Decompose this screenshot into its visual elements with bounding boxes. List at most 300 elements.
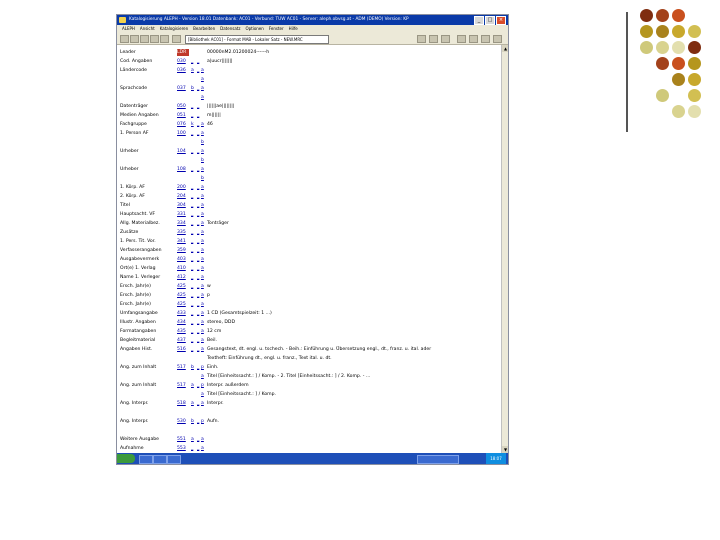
indicator-2[interactable]: _ xyxy=(197,203,200,208)
field-value[interactable]: Interpr. außerdem xyxy=(207,383,249,388)
indicator-1[interactable]: _ xyxy=(191,320,194,325)
field-value[interactable]: stereo, DDD xyxy=(207,320,235,325)
field-value[interactable]: Textheft: Einführung dt., engl. u. franz., Text ital. u. dt. xyxy=(207,356,332,361)
field-label: Illustr. Angaben xyxy=(120,320,156,325)
indicator-2[interactable]: _ xyxy=(197,437,200,442)
forward-icon[interactable] xyxy=(160,35,169,43)
subfield-code[interactable]: b xyxy=(201,158,204,163)
decorative-dot xyxy=(688,89,701,102)
record-row xyxy=(117,130,501,137)
field-label: Ang. Interpr. xyxy=(120,401,149,406)
field-tag[interactable]: 410 xyxy=(177,266,186,271)
field-label: Begleitmaterial xyxy=(120,338,156,343)
field-label: Ersch. Jahr(e) xyxy=(120,293,151,298)
record-row xyxy=(117,85,501,92)
indicator-1[interactable]: a xyxy=(191,68,194,73)
aleph-cataloguing-window xyxy=(116,14,509,465)
record-row xyxy=(117,436,501,443)
tool-icon[interactable] xyxy=(417,35,426,43)
subfield-code[interactable]: p xyxy=(201,365,204,370)
record-row xyxy=(117,355,501,362)
indicator-1[interactable]: _ xyxy=(191,104,194,109)
field-label: Aufnahme xyxy=(120,446,144,451)
subfield-code[interactable]: a xyxy=(201,446,204,451)
indicator-1[interactable]: _ xyxy=(191,167,194,172)
subfield-code[interactable]: b xyxy=(201,140,204,145)
record-row xyxy=(117,184,501,191)
subfield-code[interactable]: a xyxy=(201,320,204,325)
indicator-1[interactable]: _ xyxy=(191,302,194,307)
record-row xyxy=(117,409,501,416)
taskbar-item[interactable] xyxy=(167,455,181,464)
indicator-1[interactable]: _ xyxy=(191,338,194,343)
subfield-code[interactable]: a xyxy=(201,248,204,253)
field-value[interactable]: 1 CD (Gesamtspielzeit: 1 ...) xyxy=(207,311,272,316)
back-icon[interactable] xyxy=(150,35,159,43)
field-tag[interactable]: 200 xyxy=(177,185,186,190)
field-label: Ort(e) 1. Verlag xyxy=(120,266,156,271)
field-tag[interactable]: 036 xyxy=(177,68,186,73)
subfield-code[interactable]: a xyxy=(201,221,204,226)
window-titlebar xyxy=(117,15,508,25)
indicator-1[interactable]: _ xyxy=(191,239,194,244)
indicator-2[interactable]: _ xyxy=(197,104,200,109)
field-tag[interactable]: 204 xyxy=(177,194,186,199)
taskbar-item[interactable] xyxy=(153,455,167,464)
subfield-code[interactable]: a xyxy=(201,77,204,82)
field-tag[interactable]: 076 xyxy=(177,122,186,127)
field-value[interactable]: Tonträger xyxy=(207,221,229,226)
field-label: Ang. zum Inhalt xyxy=(120,383,157,388)
record-row xyxy=(117,220,501,227)
scroll-down-icon[interactable]: ▼ xyxy=(503,447,508,452)
field-label: 1. Pers. Tit. Vor. xyxy=(120,239,156,244)
record-row xyxy=(117,400,501,407)
subfield-code[interactable]: a xyxy=(201,203,204,208)
record-row xyxy=(117,283,501,290)
record-row xyxy=(117,148,501,155)
indicator-2[interactable]: _ xyxy=(197,59,200,64)
field-label: Fachgruppe xyxy=(120,122,147,127)
subfield-code[interactable]: a xyxy=(201,230,204,235)
subfield-code[interactable]: a xyxy=(201,257,204,262)
indicator-1[interactable]: _ xyxy=(191,329,194,334)
field-value[interactable]: Titel [Einheitssacht.: ] / Komp. xyxy=(207,392,277,397)
field-label: Ang. Interpr. xyxy=(120,419,149,424)
record-row xyxy=(117,58,501,65)
decorative-dot xyxy=(640,9,653,22)
taskbar-item[interactable] xyxy=(417,455,459,464)
field-label: Allg. Materialbez. xyxy=(120,221,160,226)
tool-icon[interactable] xyxy=(441,35,450,43)
field-label: Name 1. Verleger xyxy=(120,275,161,280)
maximize-button[interactable]: □ xyxy=(485,16,495,25)
tool-icon[interactable] xyxy=(481,35,490,43)
field-tag[interactable]: 030 xyxy=(177,59,186,64)
field-value[interactable]: ||||||ae|||||||| xyxy=(207,104,235,109)
indicator-1[interactable]: _ xyxy=(191,203,194,208)
record-row xyxy=(117,382,501,389)
document-tab[interactable]: [Bibliothek AC01] - Format MAB - Lokaler Satz - NEW.MRC xyxy=(185,35,329,44)
indicator-2[interactable]: _ xyxy=(197,365,200,370)
field-tag[interactable]: 517 xyxy=(177,383,186,388)
subfield-code[interactable]: a xyxy=(201,212,204,217)
decorative-dot xyxy=(640,41,653,54)
indicator-2[interactable]: _ xyxy=(197,284,200,289)
record-row xyxy=(117,49,501,56)
indicator-2[interactable]: _ xyxy=(197,212,200,217)
record-row xyxy=(117,67,501,74)
menu-bar xyxy=(117,25,508,33)
indicator-2[interactable]: _ xyxy=(197,131,200,136)
subfield-code[interactable]: a xyxy=(201,329,204,334)
field-tag[interactable]: 359 xyxy=(177,248,186,253)
menu-item[interactable]: Ansicht xyxy=(139,26,155,31)
record-row xyxy=(117,346,501,353)
field-label: Angaben Hist. xyxy=(120,347,153,352)
indicator-2[interactable]: _ xyxy=(197,122,200,127)
subfield-code[interactable]: a xyxy=(201,374,204,379)
subfield-code[interactable]: a xyxy=(201,275,204,280)
indicator-2[interactable]: _ xyxy=(197,401,200,406)
indicator-2[interactable]: _ xyxy=(197,185,200,190)
start-button[interactable] xyxy=(117,454,135,463)
field-value[interactable]: Gesangstext, dt. engl. u. tschech. - Beih.: Einführung u. Übersetzung engl., dt., franz. u. ital. ader xyxy=(207,347,432,352)
record-row xyxy=(117,202,501,209)
subfield-code[interactable]: a xyxy=(201,68,204,73)
field-label: Verfasserangaben xyxy=(120,248,162,253)
subfield-code[interactable]: a xyxy=(201,338,204,343)
field-value[interactable]: 12 cm xyxy=(207,329,222,334)
field-tag[interactable]: 050 xyxy=(177,104,186,109)
indicator-2[interactable]: _ xyxy=(197,320,200,325)
vertical-scrollbar[interactable] xyxy=(501,45,509,453)
minimize-button[interactable]: _ xyxy=(474,16,484,25)
record-row xyxy=(117,265,501,272)
decorative-dot xyxy=(656,57,669,70)
indicator-2[interactable]: _ xyxy=(197,248,200,253)
record-row xyxy=(117,211,501,218)
menu-item[interactable]: Bearbeiten xyxy=(193,26,216,31)
indicator-2[interactable]: _ xyxy=(197,194,200,199)
indicator-1[interactable]: _ xyxy=(191,221,194,226)
field-label: 1. Körp. AF xyxy=(120,185,145,190)
indicator-1[interactable]: k xyxy=(191,122,194,127)
field-label: 2. Körp. AF xyxy=(120,194,145,199)
field-label: Urheber xyxy=(120,149,139,154)
indicator-1[interactable]: a xyxy=(191,383,194,388)
field-tag[interactable]: 334 xyxy=(177,221,186,226)
field-tag[interactable]: 425 xyxy=(177,302,186,307)
field-label: Cod. Angaben xyxy=(120,59,153,64)
field-tag[interactable]: 435 xyxy=(177,329,186,334)
field-label: Formatangaben xyxy=(120,329,157,334)
record-row xyxy=(117,166,501,173)
subfield-code[interactable]: a xyxy=(201,437,204,442)
subfield-code[interactable]: a xyxy=(201,131,204,136)
indicator-1[interactable]: a xyxy=(191,401,194,406)
scroll-up-icon[interactable]: ▲ xyxy=(503,46,508,51)
subfield-code[interactable]: a xyxy=(201,185,204,190)
field-value[interactable]: m|||||| xyxy=(207,113,221,118)
field-value[interactable]: Titel [Einheitssacht.: ] / Komp. - 2. Titel [Einheitssacht.: ] / 2. Komp. - ... xyxy=(207,374,371,379)
field-tag[interactable]: 104 xyxy=(177,149,186,154)
field-tag[interactable]: 516 xyxy=(177,347,186,352)
field-label: Weitere Ausgabe xyxy=(120,437,159,442)
subfield-code[interactable]: a xyxy=(201,239,204,244)
field-tag[interactable]: 530 xyxy=(177,419,186,424)
decorative-dot xyxy=(672,25,685,38)
indicator-1[interactable]: b xyxy=(191,365,194,370)
toolbar xyxy=(117,33,508,45)
decorative-dot xyxy=(656,41,669,54)
record-row xyxy=(117,391,501,398)
record-row xyxy=(117,121,501,128)
field-label: Hauptsacht. VF xyxy=(120,212,156,217)
field-value[interactable]: Einh. xyxy=(207,365,219,370)
folder-icon[interactable] xyxy=(120,35,129,43)
record-row xyxy=(117,445,501,452)
field-tag[interactable]: 304 xyxy=(177,203,186,208)
record-row xyxy=(117,256,501,263)
indicator-1[interactable]: _ xyxy=(191,248,194,253)
field-tag[interactable]: 425 xyxy=(177,284,186,289)
indicator-1[interactable]: _ xyxy=(191,212,194,217)
decorative-dot xyxy=(688,57,701,70)
decorative-dot xyxy=(640,25,653,38)
record-row xyxy=(117,319,501,326)
field-label: Urheber xyxy=(120,167,139,172)
field-tag[interactable]: 051 xyxy=(177,113,186,118)
decorative-dot xyxy=(672,105,685,118)
decorative-dot xyxy=(688,25,701,38)
tool-icon[interactable] xyxy=(457,35,466,43)
save-icon[interactable] xyxy=(130,35,139,43)
app-icon xyxy=(119,17,126,23)
subfield-code[interactable]: a xyxy=(201,86,204,91)
indicator-2[interactable]: _ xyxy=(197,239,200,244)
record-row xyxy=(117,247,501,254)
field-tag[interactable]: 551 xyxy=(177,437,186,442)
menu-item[interactable]: ALEPH xyxy=(122,26,135,31)
record-row xyxy=(117,373,501,380)
menu-item[interactable]: Katalogisieren xyxy=(159,26,189,31)
indicator-1[interactable]: _ xyxy=(191,230,194,235)
indicator-1[interactable]: _ xyxy=(191,194,194,199)
subfield-code[interactable]: a xyxy=(201,95,204,100)
record-row xyxy=(117,364,501,371)
decorative-dot xyxy=(688,73,701,86)
field-label: Ersch. Jahr(e) xyxy=(120,284,151,289)
field-value[interactable]: 00000nM2.01200024------h xyxy=(207,50,270,55)
subfield-code[interactable]: a xyxy=(201,293,204,298)
indicator-1[interactable]: _ xyxy=(191,446,194,451)
field-label: Ersch. Jahr(e) xyxy=(120,302,151,307)
tool-icon[interactable] xyxy=(429,35,438,43)
indicator-2[interactable]: _ xyxy=(197,347,200,352)
record-row xyxy=(117,418,501,425)
subfield-code[interactable]: a xyxy=(201,401,204,406)
windows-taskbar xyxy=(117,453,508,464)
indicator-2[interactable]: _ xyxy=(197,230,200,235)
field-tag[interactable]: 553 xyxy=(177,446,186,451)
field-value[interactable]: Interpr. xyxy=(207,401,224,406)
indicator-1[interactable]: _ xyxy=(191,257,194,262)
field-label: Zusätze xyxy=(120,230,139,235)
subfield-code[interactable]: b xyxy=(201,176,204,181)
record-row xyxy=(117,328,501,335)
subfield-code[interactable]: a xyxy=(201,311,204,316)
field-tag[interactable]: 425 xyxy=(177,293,186,298)
indicator-2[interactable]: _ xyxy=(197,86,200,91)
menu-item[interactable]: Optionen xyxy=(245,26,264,31)
menu-item[interactable]: Datensatz xyxy=(220,26,241,31)
record-editor xyxy=(117,45,501,453)
record-row xyxy=(117,292,501,299)
subfield-code[interactable]: a xyxy=(201,284,204,289)
field-label: Datenträger xyxy=(120,104,149,109)
indicator-1[interactable]: _ xyxy=(191,275,194,280)
record-row xyxy=(117,94,501,101)
record-row xyxy=(117,139,501,146)
record-row xyxy=(117,157,501,164)
field-value[interactable]: a|uucr||||||| xyxy=(207,59,233,64)
field-label: Ausgabevermerk xyxy=(120,257,160,262)
field-tag[interactable]: 331 xyxy=(177,212,186,217)
indicator-1[interactable]: _ xyxy=(191,59,194,64)
indicator-1[interactable]: _ xyxy=(191,113,194,118)
record-row xyxy=(117,310,501,317)
window-title: Katalogisierung ALEPH - Version 18.01 Datenbank: AC01 - Verbund: TUW AC01 - Server: aleph.obvsg.at - ADM (DEMO) Version: KP xyxy=(129,17,409,22)
indicator-2[interactable]: _ xyxy=(197,149,200,154)
field-tag[interactable]: LDR xyxy=(177,49,189,56)
indicator-2[interactable]: _ xyxy=(197,257,200,262)
decorative-dot xyxy=(656,9,669,22)
record-row xyxy=(117,238,501,245)
field-value[interactable]: 46 xyxy=(207,122,213,127)
decorative-dot xyxy=(656,25,669,38)
record-row xyxy=(117,76,501,83)
field-value[interactable]: p xyxy=(207,293,210,298)
subfield-code[interactable]: a xyxy=(201,167,204,172)
field-label: Ang. zum Inhalt xyxy=(120,365,157,370)
indicator-2[interactable]: _ xyxy=(197,419,200,424)
indicator-1[interactable]: b xyxy=(191,86,194,91)
field-tag[interactable]: 518 xyxy=(177,401,186,406)
decorative-dot xyxy=(688,105,701,118)
close-button[interactable]: × xyxy=(496,16,506,25)
menu-item[interactable]: Fenster xyxy=(268,26,284,31)
field-label: 1. Person AF xyxy=(120,131,149,136)
indicator-2[interactable]: _ xyxy=(197,302,200,307)
indicator-1[interactable]: a xyxy=(191,437,194,442)
menu-item[interactable]: Hilfe xyxy=(288,26,298,31)
indicator-2[interactable]: _ xyxy=(197,275,200,280)
decorative-dot xyxy=(672,41,685,54)
indicator-2[interactable]: _ xyxy=(197,329,200,334)
record-row xyxy=(117,112,501,119)
field-tag[interactable]: 517 xyxy=(177,365,186,370)
subfield-code[interactable]: a xyxy=(201,266,204,271)
indicator-2[interactable]: _ xyxy=(197,383,200,388)
decorative-dot xyxy=(688,41,701,54)
field-tag[interactable]: 037 xyxy=(177,86,186,91)
taskbar-clock: 18:07 xyxy=(486,453,506,464)
indicator-1[interactable]: b xyxy=(191,419,194,424)
record-row xyxy=(117,274,501,281)
field-tag[interactable]: 100 xyxy=(177,131,186,136)
indicator-2[interactable]: _ xyxy=(197,221,200,226)
field-tag[interactable]: 412 xyxy=(177,275,186,280)
subfield-code[interactable]: a xyxy=(201,302,204,307)
indicator-1[interactable]: _ xyxy=(191,185,194,190)
field-tag[interactable]: 403 xyxy=(177,257,186,262)
decorative-dot xyxy=(672,73,685,86)
indicator-1[interactable]: _ xyxy=(191,149,194,154)
subfield-code[interactable]: a xyxy=(201,149,204,154)
field-tag[interactable]: 434 xyxy=(177,320,186,325)
indicator-2[interactable]: _ xyxy=(197,311,200,316)
indicator-1[interactable]: _ xyxy=(191,311,194,316)
indicator-2[interactable]: _ xyxy=(197,68,200,73)
decorative-dot xyxy=(656,89,669,102)
check-icon[interactable] xyxy=(172,35,181,43)
indicator-2[interactable]: _ xyxy=(197,167,200,172)
taskbar-item[interactable] xyxy=(139,455,153,464)
field-value[interactable]: Beil. xyxy=(207,338,217,343)
decorative-vertical-line xyxy=(626,12,628,132)
record-row xyxy=(117,337,501,344)
subfield-code[interactable]: a xyxy=(201,392,204,397)
tool-icon[interactable] xyxy=(493,35,502,43)
field-tag[interactable]: 437 xyxy=(177,338,186,343)
field-label: Titel xyxy=(120,203,130,208)
indicator-1[interactable]: _ xyxy=(191,293,194,298)
indicator-1[interactable]: _ xyxy=(191,284,194,289)
record-row xyxy=(117,175,501,182)
indicator-2[interactable]: _ xyxy=(197,338,200,343)
field-value[interactable]: Aufn. xyxy=(207,419,220,424)
indicator-2[interactable]: _ xyxy=(197,266,200,271)
indicator-2[interactable]: _ xyxy=(197,293,200,298)
record-row xyxy=(117,193,501,200)
indicator-2[interactable]: _ xyxy=(197,446,200,451)
indicator-1[interactable]: _ xyxy=(191,347,194,352)
field-value[interactable]: w xyxy=(207,284,211,289)
field-tag[interactable]: 335 xyxy=(177,230,186,235)
indicator-1[interactable]: _ xyxy=(191,266,194,271)
field-label: Ländercode xyxy=(120,68,147,73)
decorative-dot xyxy=(672,9,685,22)
subfield-code[interactable]: p xyxy=(201,419,204,424)
print-icon[interactable] xyxy=(140,35,149,43)
field-label: Leader xyxy=(120,50,136,55)
subfield-code[interactable]: a xyxy=(201,194,204,199)
field-tag[interactable]: 341 xyxy=(177,239,186,244)
record-row xyxy=(117,229,501,236)
tool-icon[interactable] xyxy=(469,35,478,43)
decorative-dot xyxy=(672,57,685,70)
field-tag[interactable]: 433 xyxy=(177,311,186,316)
field-label: Sprachcode xyxy=(120,86,148,91)
indicator-2[interactable]: _ xyxy=(197,113,200,118)
subfield-code[interactable]: p xyxy=(201,383,204,388)
indicator-1[interactable]: _ xyxy=(191,131,194,136)
subfield-code[interactable]: a xyxy=(201,347,204,352)
subfield-code[interactable]: a xyxy=(201,122,204,127)
record-row xyxy=(117,301,501,308)
field-tag[interactable]: 108 xyxy=(177,167,186,172)
